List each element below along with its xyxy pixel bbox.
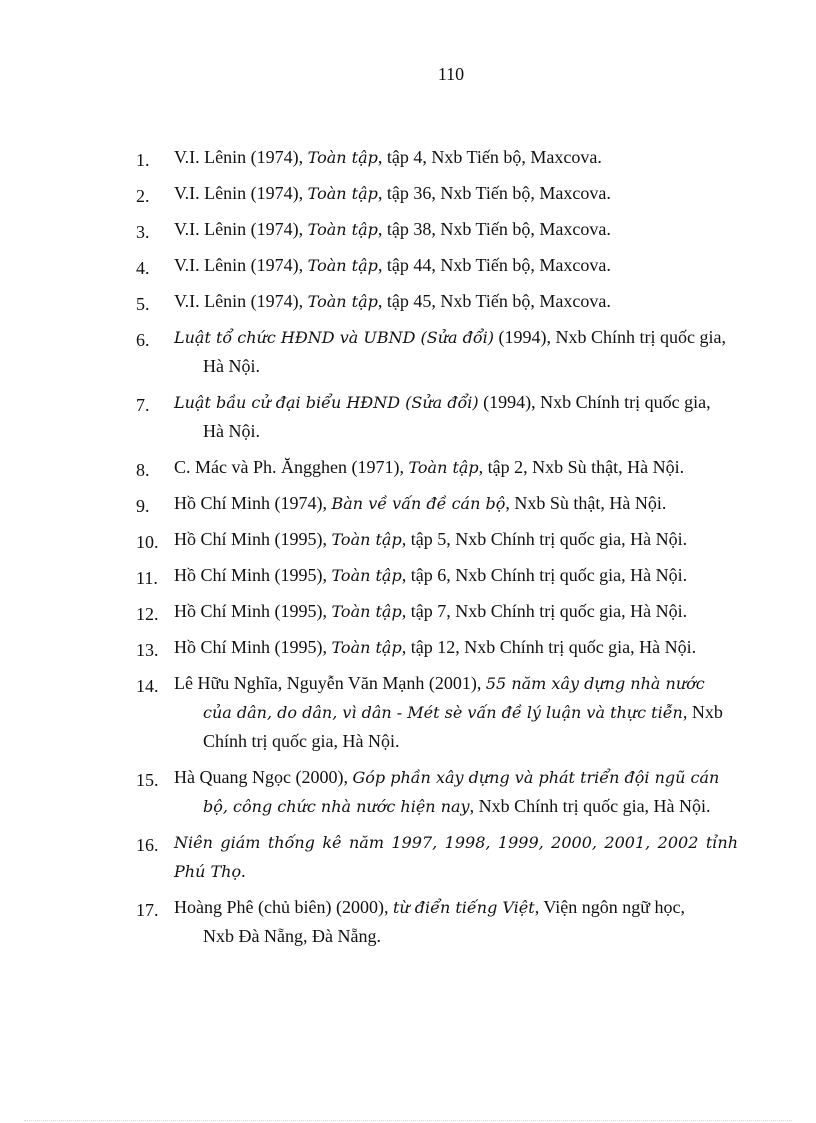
reference-author: C. Mác và Ph. Ăngghen (1971),	[174, 457, 409, 477]
reference-author: V.I. Lênin (1974),	[174, 183, 308, 203]
reference-number: 8.	[136, 460, 150, 480]
reference-title: Toàn tập	[307, 148, 378, 167]
reference-details: .	[241, 861, 246, 881]
reference-number: 9.	[136, 496, 150, 516]
reference-author: V.I. Lênin (1974),	[174, 147, 308, 167]
reference-number: 10.	[136, 532, 159, 552]
reference-continuation: Hà Nội.	[203, 356, 260, 376]
list-item	[134, 597, 738, 626]
reference-details: , tập 7, Nxb Chính trị quốc gia, Hà Nội.	[401, 601, 688, 621]
reference-author: Lê Hữu Nghĩa, Nguyễn Văn Mạnh (2001),	[174, 673, 486, 693]
reference-number: 12.	[136, 604, 159, 624]
reference-number: 13.	[136, 640, 159, 660]
reference-title: Toàn tập	[307, 184, 378, 203]
reference-continuation	[174, 792, 738, 821]
reference-continuation	[174, 698, 738, 727]
reference-details: , tập 36, Nxb Tiến bộ, Maxcova.	[377, 183, 611, 203]
reference-title: Toàn tập	[331, 530, 402, 549]
reference-number: 5.	[136, 294, 150, 314]
list-item	[134, 828, 738, 886]
reference-details: , tập 6, Nxb Chính trị quốc gia, Hà Nội.	[401, 565, 688, 585]
reference-details: (1994), Nxb Chính trị quốc gia,	[478, 392, 711, 412]
reference-author: V.I. Lênin (1974),	[174, 255, 308, 275]
reference-author: Hồ Chí Minh (1995),	[174, 637, 332, 657]
reference-list	[134, 143, 738, 958]
reference-number: 7.	[136, 395, 150, 415]
reference-title: từ điển tiếng Việt	[392, 898, 535, 917]
reference-details: , Viện ngôn ngữ học,	[534, 897, 686, 917]
reference-number: 2.	[136, 186, 150, 206]
reference-number: 3.	[136, 222, 150, 242]
reference-title: Luật tổ chức HĐND và UBND (Sửa đổi)	[174, 328, 495, 347]
reference-details: , Nxb Chính trị quốc gia, Hà Nội.	[469, 796, 711, 816]
reference-author: Hoàng Phê (chủ biên) (2000),	[174, 897, 393, 917]
reference-author: Hồ Chí Minh (1995),	[174, 565, 332, 585]
reference-author: Hồ Chí Minh (1995),	[174, 529, 332, 549]
reference-title: Luật bầu cử đại biểu HĐND (Sửa đổi)	[174, 393, 479, 412]
reference-number: 11.	[136, 568, 158, 588]
reference-title: Bàn về vấn đề cán bộ	[331, 494, 506, 513]
reference-details: , tập 4, Nxb Tiến bộ, Maxcova.	[377, 147, 602, 167]
reference-title: Toàn tập	[331, 602, 402, 621]
reference-title: Toàn tập	[307, 220, 378, 239]
reference-number: 6.	[136, 330, 150, 350]
reference-title: Niên giám thống kê năm 1997, 1998, 1999, 2000, 2001, 2002 tỉnh Phú Thọ	[174, 833, 738, 881]
reference-continuation: Nxb Đà Nẵng, Đà Nẵng.	[203, 926, 381, 946]
list-item	[134, 251, 738, 280]
list-item	[134, 388, 738, 446]
reference-details: , tập 2, Nxb Sù thật, Hà Nội.	[478, 457, 685, 477]
list-item	[134, 453, 738, 482]
reference-number: 16.	[136, 835, 159, 855]
reference-title: Toàn tập	[408, 458, 479, 477]
list-item	[134, 287, 738, 316]
reference-title: Toàn tập	[331, 638, 402, 657]
reference-details: , tập 12, Nxb Chính trị quốc gia, Hà Nội.	[401, 637, 697, 657]
list-item	[134, 893, 738, 951]
list-item	[134, 633, 738, 662]
reference-title: Toàn tập	[331, 566, 402, 585]
reference-title: Toàn tập	[307, 292, 378, 311]
reference-number: 17.	[136, 900, 159, 920]
reference-continuation: Hà Nội.	[203, 421, 260, 441]
list-item	[134, 561, 738, 590]
reference-number: 4.	[136, 258, 150, 278]
reference-number: 14.	[136, 676, 159, 696]
reference-continuation: Chính trị quốc gia, Hà Nội.	[203, 731, 400, 751]
reference-author: V.I. Lênin (1974),	[174, 219, 308, 239]
reference-details: , tập 38, Nxb Tiến bộ, Maxcova.	[377, 219, 611, 239]
reference-details: , Nxb Sù thật, Hà Nội.	[505, 493, 667, 513]
page-number: 110	[437, 64, 465, 84]
reference-title: Góp phần xây dựng và phát triển đội ngũ cán	[352, 768, 720, 787]
list-item	[134, 215, 738, 244]
reference-author: Hà Quang Ngọc (2000),	[174, 767, 353, 787]
reference-details: , tập 45, Nxb Tiến bộ, Maxcova.	[377, 291, 611, 311]
list-item	[134, 669, 738, 756]
reference-title-continuation: của dân, do dân, vì dân - Mét sè vấn đề lý luận và thực tiễn	[203, 703, 683, 722]
reference-details: (1994), Nxb Chính trị quốc gia,	[494, 327, 727, 347]
reference-title: Toàn tập	[307, 256, 378, 275]
reference-author: Hồ Chí Minh (1974),	[174, 493, 332, 513]
reference-number: 1.	[136, 150, 150, 170]
reference-title: 55 năm xây dựng nhà nước	[485, 674, 705, 693]
list-item	[134, 143, 738, 172]
reference-author: Hồ Chí Minh (1995),	[174, 601, 332, 621]
reference-details: , Nxb	[682, 702, 723, 722]
reference-details: , tập 44, Nxb Tiến bộ, Maxcova.	[377, 255, 611, 275]
list-item	[134, 179, 738, 208]
list-item	[134, 323, 738, 381]
list-item	[134, 763, 738, 821]
page-bottom-divider	[24, 1120, 792, 1121]
reference-number: 15.	[136, 770, 159, 790]
reference-author: V.I. Lênin (1974),	[174, 291, 308, 311]
reference-title-continuation: bộ, công chức nhà nước hiện nay	[203, 797, 470, 816]
list-item	[134, 525, 738, 554]
list-item	[134, 489, 738, 518]
reference-details: , tập 5, Nxb Chính trị quốc gia, Hà Nội.	[401, 529, 688, 549]
